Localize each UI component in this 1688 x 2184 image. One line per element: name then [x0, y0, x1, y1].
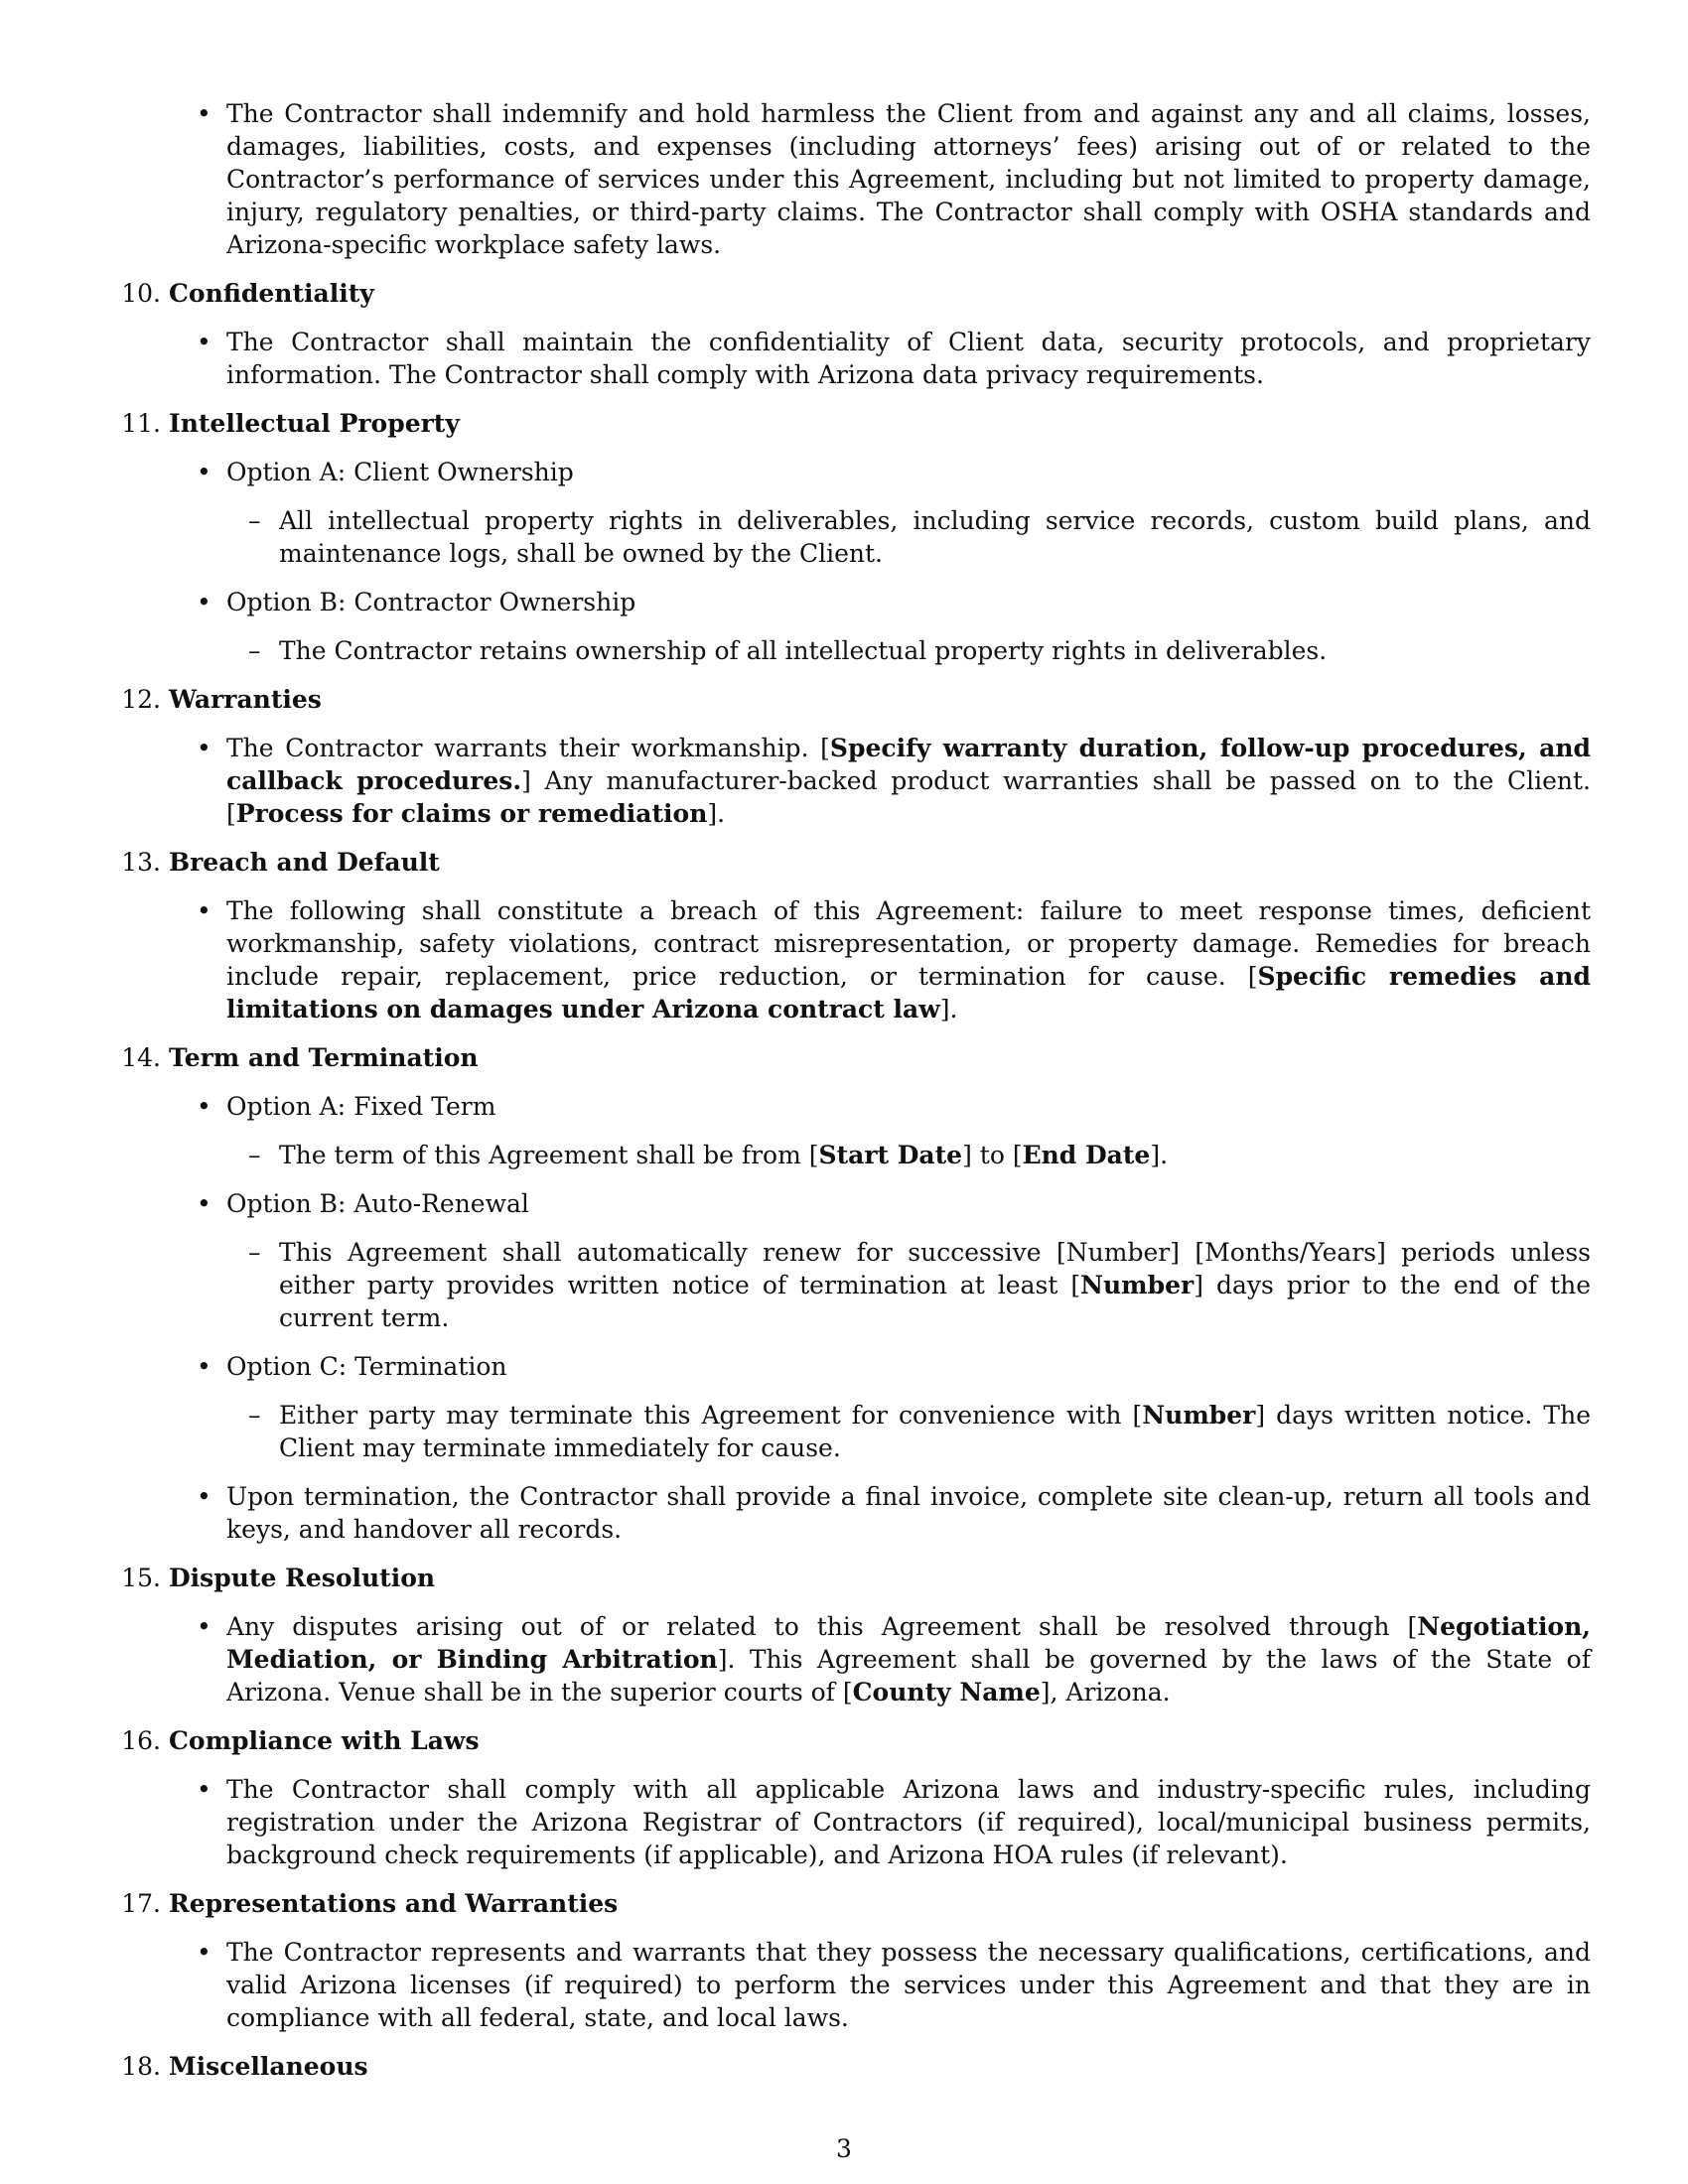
bullet-icon: • [197, 99, 211, 128]
paragraph-text: Upon termination, the Contractor shall provide a final invoice, complete site clean-up, return all tools and keys, and handover all records. [226, 1482, 1591, 1544]
section-heading [117, 407, 1591, 440]
section-number: 12. [121, 685, 161, 714]
bullet-icon: • [197, 1938, 211, 1967]
option-label: Option C: Termination [226, 1352, 507, 1381]
placeholder-text: Number [1142, 1401, 1256, 1430]
section-heading [117, 277, 1591, 310]
paragraph-text: Either party may terminate this Agreement for convenience with [ [279, 1401, 1143, 1430]
section-compliance-with-laws [117, 1724, 1591, 1871]
section-breach-and-default [117, 846, 1591, 1025]
sub-list-item [117, 504, 1591, 570]
paragraph-text: The Contractor retains ownership of all intellectual property rights in deliverables. [279, 636, 1328, 665]
paragraph-text: ]. This Agreement shall be governed by the laws of the State of Arizona. Venue shall be in the superior courts of [ [226, 1645, 1591, 1706]
paragraph-text: The Contractor shall maintain the confidentiality of Client data, security protocols, and proprietary information. The Contractor shall comply with Arizona data privacy requirements. [226, 328, 1591, 389]
section-heading [117, 683, 1591, 716]
bullet-icon: • [197, 1482, 211, 1511]
paragraph-text: The Contractor represents and warrants that they possess the necessary qualifications, certifications, and valid Arizona licenses (if required) to perform the services under this Agreement and that they are in compliance with all federal, state, and local laws. [226, 1938, 1591, 2032]
placeholder-text: County Name [852, 1678, 1041, 1706]
document-body [117, 97, 1591, 2099]
bullet-icon: • [197, 1352, 211, 1381]
option-label: Option A: Fixed Term [226, 1092, 496, 1121]
bullet-icon: • [197, 1612, 211, 1641]
paragraph-text: ]. [1150, 1141, 1169, 1169]
paragraph-text: The Contractor shall indemnify and hold harmless the Client from and against any and all claims, losses, damages, liabilities, costs, and expenses (including attorneys’ fees) arising out of or related to the Contractor’s performance of services under this Agreement, including but not limited to property damage, injury, regulatory penalties, or third-party claims. The Contractor shall comply with OSHA standards and Arizona-specific workplace safety laws. [226, 99, 1591, 259]
section-title: Intellectual Property [169, 409, 460, 438]
placeholder-text: Specify warranty duration, follow-up procedures, and callback procedures. [226, 734, 1592, 795]
placeholder-text: End Date [1022, 1141, 1151, 1169]
paragraph-text: The Contractor warrants their workmanship. [ [226, 734, 830, 762]
list-item [117, 1350, 1591, 1383]
section-heading [117, 846, 1591, 879]
section-dispute-resolution [117, 1562, 1591, 1708]
paragraph-text: ], Arizona. [1040, 1678, 1171, 1706]
placeholder-text: Start Date [818, 1141, 963, 1169]
paragraph-text: The Contractor shall comply with all applicable Arizona laws and industry-specific rules, including registration under the Arizona Registrar of Contractors (if required), local/municipal business permits, background check requirements (if applicable), and Arizona HOA rules (if relevant). [226, 1775, 1591, 1869]
dash-icon: – [248, 506, 261, 535]
section-number: 17. [121, 1889, 161, 1918]
paragraph-text: The term of this Agreement shall be from [ [279, 1141, 819, 1169]
bullet-icon: • [197, 458, 211, 486]
paragraph-text: ] Any manufacturer-backed product warranties shall be passed on to the Client. [ [226, 766, 1592, 828]
dash-icon: – [248, 1401, 261, 1430]
section-number: 15. [121, 1564, 161, 1592]
section-number: 18. [121, 2052, 161, 2081]
section-heading [117, 1041, 1591, 1074]
list-item [117, 1480, 1591, 1546]
sub-list-item [117, 634, 1591, 667]
list-item [117, 732, 1591, 830]
paragraph-text: The following shall constitute a breach of this Agreement: failure to meet response times, deficient workmanship, safety violations, contract misrepresentation, or property damage. Remedies for breach include repair, replacement, price reduction, or termination for cause. [ [226, 896, 1591, 991]
placeholder-text: Specific remedies and limitations on damages under Arizona contract law [226, 962, 1591, 1024]
placeholder-text: Number [1080, 1271, 1195, 1299]
section-number: 10. [121, 279, 161, 308]
dash-icon: – [248, 1141, 261, 1169]
section-miscellaneous [117, 2050, 1591, 2083]
list-item [117, 97, 1591, 261]
section-title: Representations and Warranties [169, 1889, 619, 1918]
list-item [117, 1936, 1591, 2034]
section-number: 14. [121, 1043, 161, 1072]
sub-list-item [117, 1139, 1591, 1171]
bullet-icon: • [197, 896, 211, 925]
section-title: Miscellaneous [169, 2052, 368, 2081]
list-item [117, 1090, 1591, 1123]
bullet-icon: • [197, 734, 211, 762]
section-title: Dispute Resolution [169, 1564, 436, 1592]
list-item [117, 326, 1591, 391]
section-intellectual-property [117, 407, 1591, 667]
list-item [117, 456, 1591, 488]
bullet-icon: • [197, 1189, 211, 1218]
paragraph-text: ] days written notice. The Client may terminate immediately for cause. [279, 1401, 1591, 1462]
section-heading [117, 2050, 1591, 2083]
section-title: Warranties [169, 685, 322, 714]
paragraph-text: Any disputes arising out of or related to this Agreement shall be resolved through [ [226, 1612, 1418, 1641]
dash-icon: – [248, 1238, 261, 1267]
paragraph-text: This Agreement shall automatically renew for successive [Number] [Months/Years] periods unless either party provides written notice of termination at least [ [279, 1238, 1591, 1299]
sub-list-item [117, 1399, 1591, 1464]
bullet-icon: • [197, 328, 211, 356]
placeholder-text: Process for claims or remediation [235, 799, 708, 828]
bullet-icon: • [197, 1775, 211, 1804]
sub-list-item [117, 1236, 1591, 1334]
section-heading [117, 1887, 1591, 1920]
list-item [117, 894, 1591, 1025]
page-number: 3 [836, 2134, 852, 2163]
option-label: Option B: Contractor Ownership [226, 588, 636, 616]
section-title: Confidentiality [169, 279, 374, 308]
list-item [117, 586, 1591, 618]
section-representations-and-warranties [117, 1887, 1591, 2034]
section-number: 16. [121, 1726, 161, 1755]
section-number: 11. [121, 409, 161, 438]
list-item [117, 1773, 1591, 1871]
bullet-icon: • [197, 1092, 211, 1121]
section-title: Term and Termination [169, 1043, 479, 1072]
paragraph-text: ] days prior to the end of the current term. [279, 1271, 1591, 1332]
option-label: Option B: Auto-Renewal [226, 1189, 529, 1218]
paragraph-text: All intellectual property rights in deliverables, including service records, custom build plans, and maintenance logs, shall be owned by the Client. [279, 506, 1591, 568]
option-label: Option A: Client Ownership [226, 458, 574, 486]
section-title: Breach and Default [169, 848, 440, 877]
paragraph-text: ]. [707, 799, 726, 828]
section-title: Compliance with Laws [169, 1726, 480, 1755]
list-item [117, 1187, 1591, 1220]
paragraph-text: ] to [ [962, 1141, 1023, 1169]
section-heading [117, 1724, 1591, 1757]
bullet-icon: • [197, 588, 211, 616]
section-heading [117, 1562, 1591, 1594]
section-term-and-termination [117, 1041, 1591, 1546]
dash-icon: – [248, 636, 261, 665]
section-number: 13. [121, 848, 161, 877]
section-warranties [117, 683, 1591, 830]
placeholder-text: Negotiation, Mediation, or Binding Arbitration [226, 1612, 1591, 1674]
section-confidentiality [117, 277, 1591, 391]
list-item [117, 1610, 1591, 1708]
paragraph-text: ]. [939, 995, 958, 1024]
